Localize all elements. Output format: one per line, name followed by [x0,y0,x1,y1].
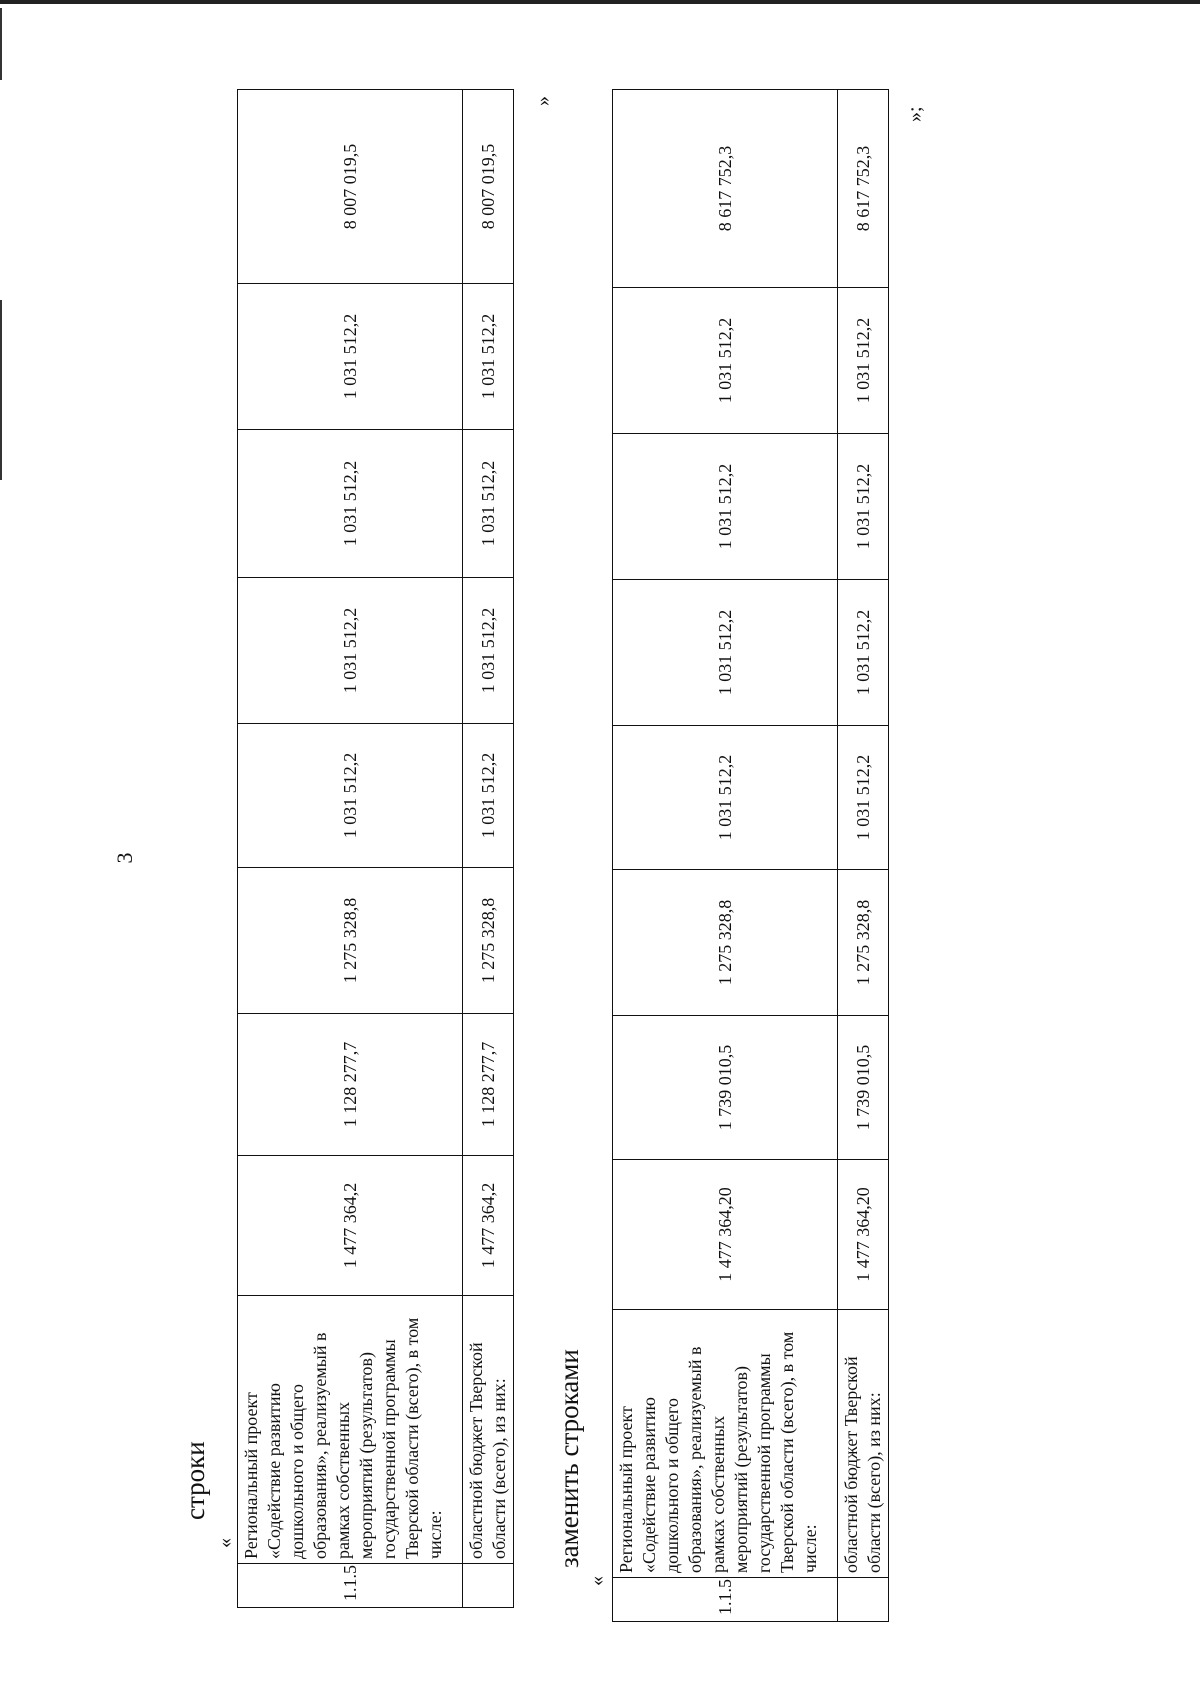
value-cell: 1 031 512,2 [238,430,463,578]
row-code [463,1564,514,1608]
value-cell: 1 031 512,2 [838,580,889,726]
section1-open-quote: « [214,1538,236,1548]
value-cell: 1 477 364,2 [463,1156,514,1296]
value-cell: 1 477 364,20 [838,1160,889,1310]
value-cell: 1 275 328,8 [613,870,838,1016]
value-cell: 1 739 010,5 [838,1016,889,1160]
row-code: 1.1.5 [238,1564,463,1608]
table-replacement-rows [612,89,889,1622]
table-row [238,90,463,1608]
table-original-rows [237,89,514,1608]
value-cell: 1 031 512,2 [838,288,889,434]
value-cell: 1 031 512,2 [238,284,463,430]
value-cell: 1 031 512,2 [838,434,889,580]
scan-border-top [0,0,1200,4]
scan-edge-mark [0,300,2,480]
value-cell: 1 275 328,8 [463,868,514,1014]
value-cell: 1 031 512,2 [238,578,463,724]
value-cell: 1 031 512,2 [463,724,514,868]
row-description: Региональный проект «Содействие развитию дошкольного и общего образования», реализуемый в рамках собственных мероприятий (результатов) государственной программы Тверской области (всего), в том числе: [613,1310,838,1578]
section2-close-quote: »; [904,106,926,122]
value-cell: 1 031 512,2 [613,288,838,434]
value-cell: 1 275 328,8 [238,868,463,1014]
section2-heading: заменить строками [554,1349,584,1568]
value-cell: 1 739 010,5 [613,1016,838,1160]
value-cell: 1 031 512,2 [613,434,838,580]
row-code [838,1578,889,1622]
row-description: Региональный проект «Содействие развитию дошкольного и общего образования», реализуемый в рамках собственных мероприятий (результатов) государственной программы Тверской области (всего), в том числе: [238,1296,463,1564]
row-description: областной бюджет Тверской области (всего), из них: [838,1310,889,1578]
row-description: областной бюджет Тверской области (всего), из них: [463,1296,514,1564]
value-cell: 1 128 277,7 [463,1014,514,1156]
value-cell: 1 031 512,2 [463,578,514,724]
total-cell: 8 007 019,5 [463,90,514,284]
value-cell: 1 031 512,2 [463,430,514,578]
value-cell: 1 031 512,2 [838,726,889,870]
total-cell: 8 617 752,3 [613,90,838,288]
value-cell: 1 031 512,2 [613,726,838,870]
value-cell: 1 275 328,8 [838,870,889,1016]
table-row [463,90,514,1608]
value-cell: 1 031 512,2 [463,284,514,430]
table-row [838,90,889,1622]
total-cell: 8 617 752,3 [838,90,889,288]
total-cell: 8 007 019,5 [238,90,463,284]
value-cell: 1 031 512,2 [238,724,463,868]
value-cell: 1 128 277,7 [238,1014,463,1156]
table-row [613,90,838,1622]
page-number: 3 [112,852,137,864]
scan-edge-mark [0,8,2,80]
section1-close-quote: » [532,96,554,106]
section2-open-quote: « [586,1576,608,1586]
value-cell: 1 031 512,2 [613,580,838,726]
value-cell: 1 477 364,2 [238,1156,463,1296]
row-code: 1.1.5 [613,1578,838,1622]
section1-heading: строки [180,1441,210,1520]
value-cell: 1 477 364,20 [613,1160,838,1310]
